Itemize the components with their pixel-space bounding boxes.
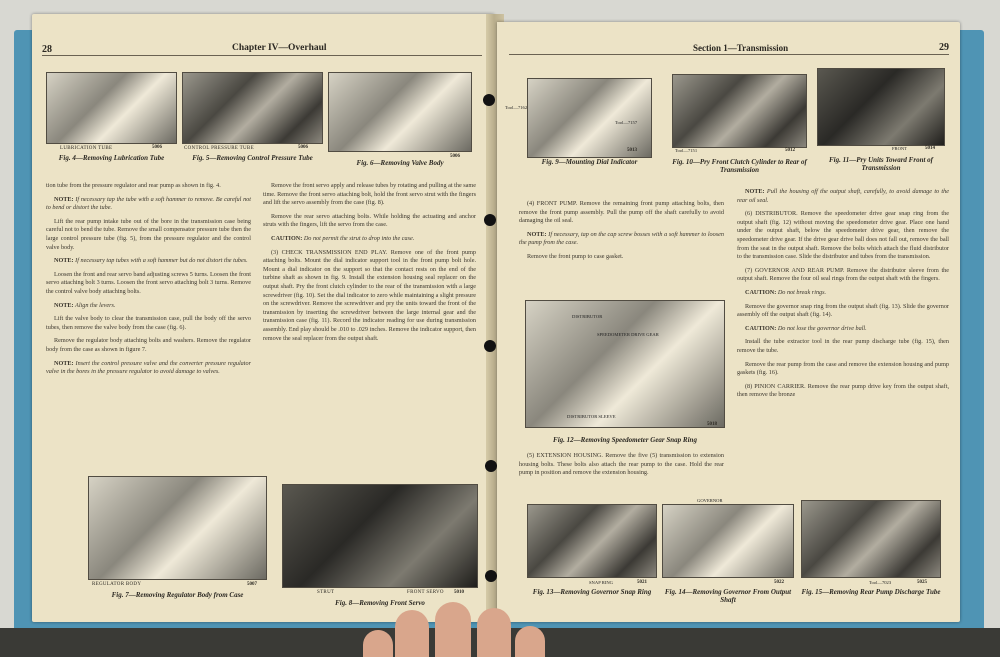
figure-photo — [527, 504, 657, 578]
figure-photo — [527, 78, 652, 158]
figure-callout: FRONT — [892, 146, 908, 151]
note-paragraph — [46, 360, 251, 377]
caution-text: Do not permit the strut to drop into the case. — [303, 234, 415, 242]
figure-caption: Fig. 11—Pry Units Toward Front of Transmission — [829, 156, 933, 172]
caution-lead: CAUTION: — [271, 234, 303, 242]
text-column-right — [737, 188, 949, 500]
figure-number: 5025 — [917, 580, 927, 585]
paragraph: Remove the front servo apply and release tubes by rotating and pulling at the same time. Remove the front servo attaching bolt, hold the front servo strut with the fingers and lift the servo assembly from the case (fig. 8). — [263, 182, 476, 207]
figure-photo — [282, 484, 478, 588]
subsection-paragraph: (3) CHECK TRANSMISSION END PLAY. Remove one of the front pump attaching bolts. Mount the dial indicator support tool in the front pump bolt hole. Mount a dial indicator on the support so that the contact rests on the end of the turbine shaft as shown in fig. 9. Install the extension housing seal replacer on the output shaft. Pry the front clutch cylinder to the rear of the transmission with a large screwdriver (fig. 10). Set the dial indicator to zero while maintaining a slight pressure on the screwdriver. Remove the screwdriver and pry the units toward the front of the transmission by inserting the screwdriver between the large internal gear and the transmission case (fig. 11). Record the indicator reading for use during transmission assembly. End play should be .010 to .029 inches. Remove the indicator support, then remove the seal replacer from the output shaft. — [263, 248, 476, 342]
figure-callout: DISTRIBUTOR — [572, 314, 603, 319]
header-rule — [509, 54, 949, 55]
figure-4 — [46, 72, 177, 144]
caution-lead: CAUTION: — [745, 324, 777, 332]
figure-number: 5006 — [298, 145, 308, 150]
note-lead: NOTE: — [745, 188, 765, 195]
paragraph: Lift the valve body to clear the transmission case, pull the body off the servo tubes, then remove the valve body from the case (fig. 6). — [46, 315, 251, 331]
caution-text: Do not lose the governor drive ball. — [777, 324, 867, 332]
figure-label: STRUT — [317, 590, 335, 595]
figure-photo — [801, 500, 941, 578]
paragraph: tion tube from the pressure regulator and rear pump as shown in fig. 4. — [46, 182, 221, 189]
figure-number: 5012 — [785, 148, 795, 153]
figure-8 — [282, 484, 478, 588]
figure-callout: Tool—7151 — [675, 148, 698, 153]
figure-9 — [527, 78, 652, 158]
figure-caption: Fig. 14—Removing Governor From Output Shaft — [664, 588, 792, 604]
figure-caption: Fig. 5—Removing Control Pressure Tube — [192, 154, 313, 162]
paragraph: Remove the rear pump from the case and remove the extension housing and pump gaskets (fig. 16). — [737, 360, 949, 377]
figure-12 — [525, 300, 725, 428]
note-paragraph — [46, 196, 251, 213]
figure-number: 5006 — [450, 154, 460, 159]
figure-photo — [88, 476, 267, 580]
note-lead: NOTE: — [54, 359, 74, 367]
text-column-left-lower — [519, 452, 724, 502]
figure-number: 5022 — [774, 580, 784, 585]
header-rule — [42, 55, 482, 56]
paragraph: Remove the rear servo attaching bolts. While holding the actuating and anchor struts with the fingers, lift the servo from the case. — [263, 212, 476, 229]
chapter-title: Chapter IV—Overhaul — [232, 43, 327, 53]
binder-hole — [485, 570, 497, 582]
figure-callout: Tool—7157 — [615, 120, 638, 125]
note-text: If necessary tap tubes with a soft hammer but do not distort the tubes. — [75, 257, 248, 265]
figure-photo — [182, 72, 323, 144]
figure-caption: Fig. 6—Removing Valve Body — [356, 159, 444, 167]
figure-callout: DISTRIBUTOR SLEEVE — [567, 414, 616, 419]
figure-photo — [46, 72, 177, 144]
figure-10 — [672, 74, 807, 148]
figure-label: LUBRICATION TUBE — [60, 146, 113, 151]
binder-hole — [484, 214, 496, 226]
paragraph: Install the tube extractor tool in the rear pump discharge tube (fig. 15), then remove the tube. — [737, 338, 949, 354]
caution-paragraph — [737, 325, 949, 334]
finger — [515, 626, 545, 657]
paragraph: Remove the front pump to case gasket. — [527, 252, 624, 260]
paragraph: Remove the regulator body attaching bolts and washers. Remove the regulator body from the case as shown in figure 7. — [46, 337, 251, 353]
figure-caption: Fig. 9—Mounting Dial Indicator — [541, 158, 638, 166]
paragraph: Loosen the front and rear servo band adjusting screws 5 turns. Loosen the front servo attaching bolt 3 turns. Loosen the front servo attaching bolt 3 turns. Remove the control valve body attaching bolts. — [46, 270, 251, 295]
figure-callout: Tool—7023 — [869, 580, 892, 585]
binder-hole — [484, 340, 496, 352]
subsection-paragraph: (5) EXTENSION HOUSING. Remove the five (5) transmission to extension housing bolts. These bolts also attach the rear pump to the case. Hold the rear pump in position and remove the extension housing. — [519, 452, 724, 477]
binder-hole — [485, 460, 497, 472]
finger — [363, 630, 393, 657]
figure-callout: Tool—7162 — [505, 105, 528, 110]
text-column-left — [519, 200, 724, 295]
finger — [477, 608, 511, 657]
text-column-left — [46, 182, 251, 482]
figure-6 — [328, 72, 472, 152]
figure-14 — [662, 504, 794, 578]
figure-callout: GOVERNOR — [697, 498, 723, 503]
figure-photo — [328, 72, 472, 152]
note-paragraph — [46, 257, 251, 266]
note-text: If necessary tap the tube with a soft hammer to remove. Be careful not to bend or distort the tube. — [46, 195, 251, 212]
figure-number: 5010 — [454, 590, 464, 595]
page-number: 29 — [939, 42, 949, 53]
page-number: 28 — [42, 44, 52, 55]
caution-text: Do not break rings. — [777, 288, 827, 296]
note-text: Insert the control pressure valve and the converter pressure regulator valve in the bores in the pressure regulator to avoid damage to valves. — [46, 359, 252, 376]
paragraph: Lift the rear pump intake tube out of the bore in the transmission case being careful not to bend the tube. Remove the small compensator pressure tube then the large control pressure tube (fig. 5), from the pressure regulator and the control valve body. — [46, 217, 251, 251]
figure-number: 5021 — [637, 580, 647, 585]
left-page — [32, 14, 494, 622]
note-paragraph — [737, 188, 949, 205]
figure-number: 5007 — [247, 582, 257, 587]
caution-paragraph — [263, 235, 476, 244]
caution-lead: CAUTION: — [745, 288, 777, 296]
subsection-paragraph: (7) GOVERNOR AND REAR PUMP. Remove the distributor sleeve from the output shaft. Remove the four oil seal rings from the output shaft with the fingers. — [737, 266, 949, 283]
figure-callout: SNAP RING — [589, 580, 613, 585]
figure-photo — [662, 504, 794, 578]
figure-photo — [817, 68, 945, 146]
text-column-right — [263, 182, 476, 482]
figure-caption: Fig. 12—Removing Speedometer Gear Snap Ring — [553, 436, 697, 444]
figure-5 — [182, 72, 323, 144]
note-paragraph — [519, 231, 724, 248]
finger — [435, 602, 471, 657]
note-lead: NOTE: — [54, 195, 74, 203]
figure-label: FRONT SERVO — [407, 590, 444, 595]
note-text: Align the levers. — [75, 301, 116, 309]
figure-caption: Fig. 7—Removing Regulator Body from Case — [111, 591, 244, 599]
figure-label: CONTROL PRESSURE TUBE — [184, 146, 254, 151]
figure-number: 5013 — [627, 148, 637, 153]
figure-photo — [525, 300, 725, 428]
figure-number: 5014 — [925, 146, 935, 151]
finger — [395, 610, 429, 657]
figure-label: REGULATOR BODY — [92, 582, 142, 587]
figure-7 — [88, 476, 267, 580]
figure-photo — [672, 74, 807, 148]
note-lead: NOTE: — [54, 301, 74, 309]
right-page — [497, 22, 960, 622]
note-lead: NOTE: — [527, 230, 547, 238]
figure-15 — [801, 500, 941, 578]
figure-13 — [527, 504, 657, 578]
subsection-paragraph: (8) PINION CARRIER. Remove the rear pump drive key from the output shaft, then remove the bronze — [737, 382, 949, 399]
paragraph: Remove the governor snap ring from the output shaft (fig. 13). Slide the governor assembly off the output shaft (fig. 14). — [737, 302, 949, 319]
note-text: Pull the housing off the output shaft, carefully, to avoid damage to the rear oil seal. — [737, 188, 949, 204]
note-text: If necessary, tap on the cap screw bosses with a soft hammer to loosen the pump from the case. — [519, 230, 724, 247]
figure-caption: Fig. 15—Removing Rear Pump Discharge Tube — [801, 588, 941, 596]
figure-number: 5006 — [152, 145, 162, 150]
section-title: Section 1—Transmission — [693, 43, 789, 53]
caution-paragraph — [737, 289, 949, 298]
figure-callout: SPEEDOMETER DRIVE GEAR — [597, 332, 659, 337]
figure-caption: Fig. 10—Pry Front Clutch Cylinder to Rear of Transmission — [672, 158, 807, 174]
figure-number: 5018 — [707, 422, 717, 427]
subsection-paragraph: (6) DISTRIBUTOR. Remove the speedometer drive gear snap ring from the output shaft (fig. 12) without moving the speedometer drive gear. Place one hand under the output shaft, below the speedometer drive gear, then remove the speedometer drive gear. If the drive gear drive ball does not fall out, remove the ball from the seat in the output shaft. Remove the bolts which attach the fluid distributor to the transmission case. Slide the distributor and tubes from the transmission. — [737, 210, 949, 261]
hand — [355, 600, 605, 657]
subsection-paragraph: (4) FRONT PUMP. Remove the remaining front pump attaching bolts, then remove the front pump assembly. Pull the pump off the shaft carefully to avoid damaging the oil seal. — [519, 200, 724, 225]
figure-caption: Fig. 13—Removing Governor Snap Ring — [532, 588, 652, 596]
note-lead: NOTE: — [54, 257, 74, 265]
figure-caption: Fig. 8—Removing Front Servo — [335, 599, 425, 607]
note-paragraph — [46, 302, 251, 311]
figure-caption: Fig. 4—Removing Lubrication Tube — [58, 154, 165, 162]
binder-hole — [483, 94, 495, 106]
figure-11 — [817, 68, 945, 146]
